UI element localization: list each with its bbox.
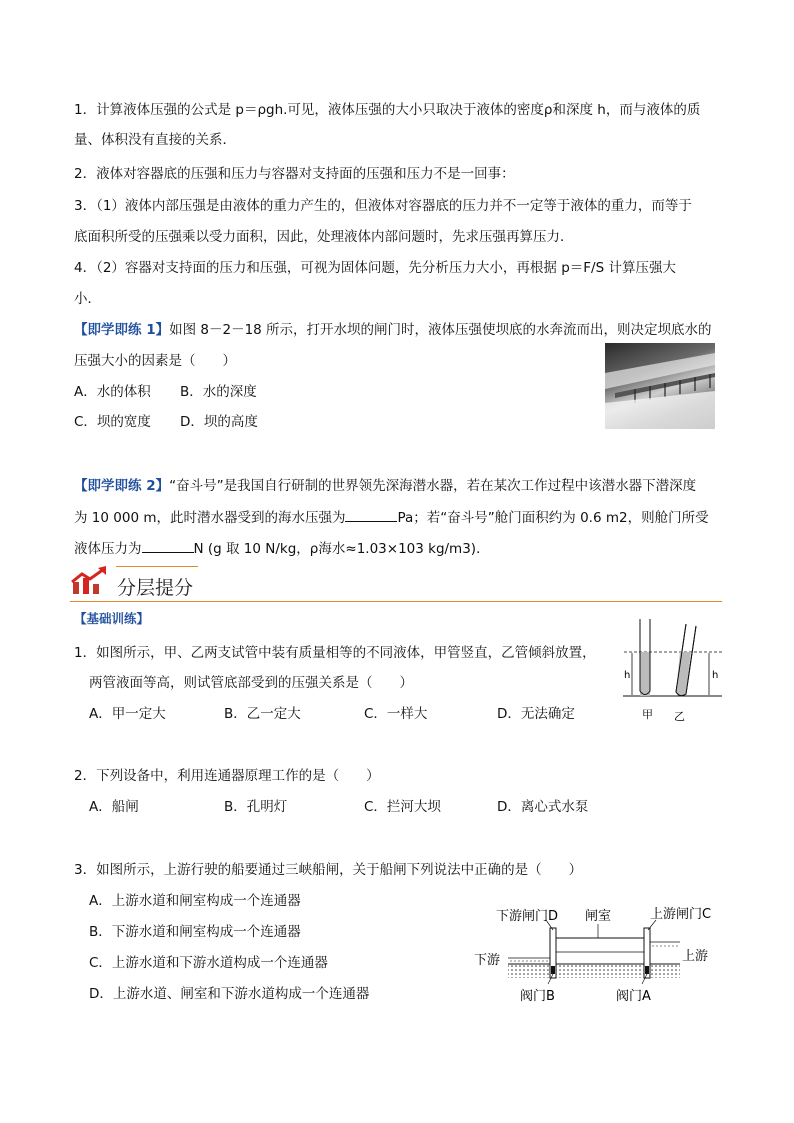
note-1: 1．计算液体压强的公式是 p＝ρgh.可见，液体压强的大小只取决于液体的密度ρ和深度 h，而与液体的质 <box>74 102 701 118</box>
label-downstream-gate: 下游闸门D <box>496 909 559 924</box>
question-2-option-a: A．船闸 <box>89 799 139 815</box>
question-1-option-a: A．甲一定大 <box>89 706 166 722</box>
note-4-cont: 小． <box>74 291 101 307</box>
label-downstream: 下游 <box>474 953 501 968</box>
question-2-option-d: D．离心式水泵 <box>497 799 589 815</box>
exercise-2-text-2a: 为 10 000 m，此时潜水器受到的海水压强为 <box>74 510 346 526</box>
exercise-2-line-2 <box>74 508 709 528</box>
note-3: 3．（1）液体内部压强是由液体的重力产生的，但液体对容器底的压力并不一定等于液体的重力，而等于 <box>74 198 692 214</box>
question-2-option-c: C．拦河大坝 <box>364 799 441 815</box>
height-label-right: h <box>712 670 719 681</box>
exercise-1-tag: 【即学即练 1】 <box>74 322 170 338</box>
exercise-1-option-a: A．水的体积 <box>74 384 151 400</box>
question-1-option-d: D．无法确定 <box>497 706 575 722</box>
question-2-stem: 2．下列设备中，利用连通器原理工作的是（ ） <box>74 768 380 784</box>
exercise-2-text: “奋斗号”是我国自行研制的世界领先深海潜水器，若在某次工作过程中该潜水器下潜深度 <box>169 478 697 494</box>
exercise-1-option-b: B．水的深度 <box>180 384 257 400</box>
section-subtitle: 【基础训练】 <box>74 611 150 626</box>
exercise-1-option-d: D．坝的高度 <box>180 414 258 430</box>
height-label-left: h <box>624 670 631 681</box>
exercise-1-stem-cont: 压强大小的因素是（ ） <box>74 353 236 369</box>
note-1-cont: 量、体积没有直接的关系． <box>74 132 236 148</box>
question-3-stem: 3．如图所示，上游行驶的船要通过三峡船闸，关于船闸下列说法中正确的是（ ） <box>74 862 583 878</box>
note-2: 2．液体对容器底的压强和压力与容器对支持面的压强和压力不是一回事： <box>74 166 515 182</box>
question-3-option-d: D．上游水道、闸室和下游水道构成一个连通器 <box>89 986 370 1002</box>
exercise-2-text-3b: N (g 取 10 N/kg，ρ海水≈1.03×103 kg/m3)． <box>193 541 490 557</box>
test-tube-figure <box>618 616 726 732</box>
answer-blank-force[interactable] <box>142 540 194 553</box>
question-3-option-c: C．上游水道和下游水道构成一个连通器 <box>89 955 328 971</box>
note-4: 4．（2）容器对支持面的压力和压强，可视为固体问题，先分析压力大小，再根据 p＝F/S 计算压强大 <box>74 260 676 276</box>
chart-up-icon <box>70 566 110 600</box>
section-title: 分层提分 <box>117 577 194 599</box>
section-accent-line <box>116 566 198 567</box>
label-chamber: 闸室 <box>585 909 612 924</box>
dam-photo <box>605 343 715 429</box>
section-divider <box>70 601 722 602</box>
question-1-stem: 1．如图所示，甲、乙两支试管中装有质量相等的不同液体，甲管竖直，乙管倾斜放置， <box>74 645 596 661</box>
question-3-option-a: A．上游水道和闸室构成一个连通器 <box>89 893 301 909</box>
question-1-option-b: B．乙一定大 <box>224 706 301 722</box>
exercise-2-text-2b: Pa；若“奋斗号”舱门面积约为 0.6 m2，则舱门所受 <box>397 510 709 526</box>
tube-label-jia: 甲 <box>642 708 653 721</box>
label-upstream-gate: 上游闸门C <box>650 907 712 922</box>
question-1-stem-cont: 两管液面等高，则试管底部受到的压强关系是（ ） <box>89 675 413 691</box>
label-valve-b: 阀门B <box>520 989 555 1004</box>
answer-blank-pressure[interactable] <box>345 509 397 522</box>
note-3-cont: 底面积所受的压强乘以受力面积，因此，处理液体内部问题时，先求压强再算压力． <box>74 229 574 245</box>
question-3-option-b: B．下游水道和闸室构成一个连通器 <box>89 924 301 940</box>
tube-label-yi: 乙 <box>674 710 685 723</box>
exercise-1-stem <box>74 320 712 340</box>
exercise-2-text-3a: 液体压力为 <box>74 541 142 557</box>
question-2-option-b: B．孔明灯 <box>224 799 288 815</box>
exercise-1-text: 如图 8－2－18 所示，打开水坝的闸门时，液体压强使坝底的水奔流而出，则决定坝底水的 <box>169 322 712 338</box>
exercise-1-option-c: C．坝的宽度 <box>74 414 151 430</box>
label-upstream: 上游 <box>682 949 709 964</box>
exercise-2-line-3 <box>74 539 490 559</box>
exercise-2-stem <box>74 476 696 496</box>
ship-lock-figure <box>470 900 724 1010</box>
label-valve-a: 阀门A <box>616 989 651 1004</box>
question-1-option-c: C．一样大 <box>364 706 428 722</box>
exercise-2-tag: 【即学即练 2】 <box>74 478 170 494</box>
